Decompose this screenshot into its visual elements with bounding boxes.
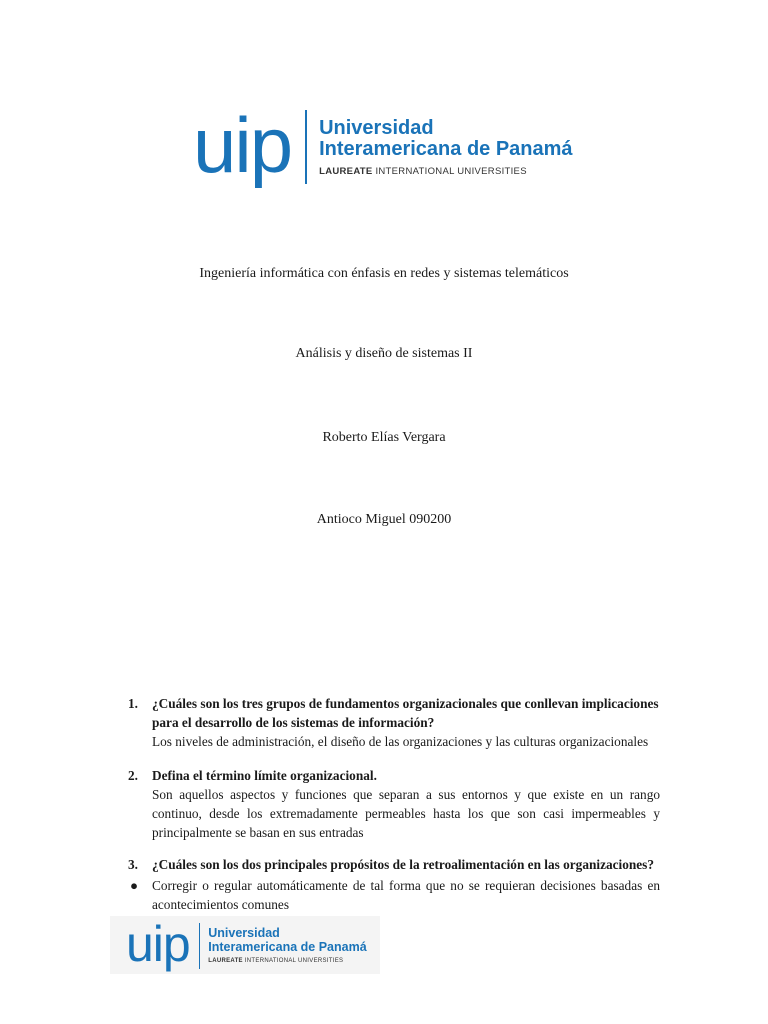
- career-title: Ingeniería informática con énfasis en redes y sistemas telemáticos: [199, 266, 569, 281]
- student-name: Antioco Miguel 090200: [316, 512, 452, 527]
- logo-laureate-line: LAUREATE INTERNATIONAL UNIVERSITIES: [208, 957, 344, 964]
- question-text: Defina el término límite organizacional.: [152, 768, 377, 783]
- logo-divider: [199, 923, 201, 969]
- uip-logo-mark: uip: [193, 101, 292, 189]
- logo-laureate-line: LAUREATE INTERNATIONAL UNIVERSITIES: [319, 165, 527, 177]
- question-1: [128, 694, 660, 751]
- bullet-icon: ●: [130, 878, 139, 893]
- answer-bullet: [128, 876, 660, 914]
- question-text: ¿Cuáles son los tres grupos de fundamentos organizacionales que conllevan implicaciones para el desarrollo de los sistemas de información?: [152, 696, 659, 730]
- question-number: 1.: [128, 696, 138, 711]
- answer-text: Son aquellos aspectos y funciones que separan a sus entornos y que existe en un rango continuo, desde los extremadamente permeables hasta los que son casi impermeables y principalmente se basan en sus entradas: [152, 787, 660, 840]
- course-title: Análisis y diseño de sistemas II: [295, 346, 473, 361]
- logo-name-line: Interamericana de Panamá: [208, 939, 367, 954]
- logo-name-line: Interamericana de Panamá: [319, 137, 573, 160]
- question-number: 3.: [128, 857, 138, 872]
- professor-name: Roberto Elías Vergara: [322, 430, 446, 445]
- university-logo: [193, 101, 573, 189]
- logo-text: [319, 118, 572, 177]
- logo-text: [208, 927, 366, 963]
- logo-divider: [305, 110, 307, 184]
- footer-university-logo: [126, 916, 367, 972]
- uip-logo-mark: uip: [126, 916, 190, 972]
- question-2: [128, 766, 660, 842]
- question-text: ¿Cuáles son los dos principales propósitos de la retroalimentación en las organizaciones?: [152, 857, 654, 872]
- question-number: 2.: [128, 768, 138, 783]
- logo-university-line: Universidad: [319, 116, 434, 139]
- question-3: [128, 855, 660, 874]
- bullet-text: Corregir o regular automáticamente de tal forma que no se requieran decisiones basadas en acontecimientos comunes: [152, 878, 660, 912]
- answer-text: Los niveles de administración, el diseño de las organizaciones y las culturas organizacionales: [152, 734, 649, 749]
- logo-university-line: Universidad: [208, 926, 280, 941]
